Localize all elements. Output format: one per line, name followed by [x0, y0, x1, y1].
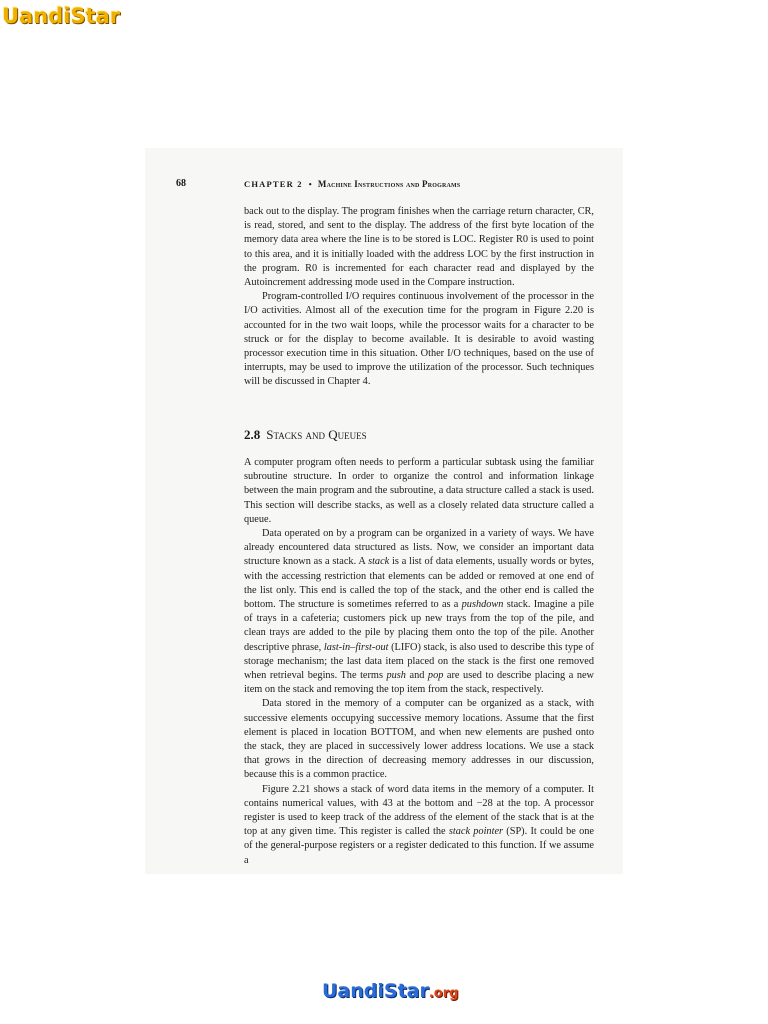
text-run: (SP). It could be one of the general-purpose registers or a register dedicated to this function. If we assume a [244, 826, 594, 866]
uandistar-logo-bottom [322, 980, 458, 1002]
uandistar-logo-top: UandiStar [2, 4, 121, 28]
section-heading [244, 427, 367, 443]
paragraph-program-controlled-io: Program-controlled I/O requires continuous involvement of the processor in the I/O activities. Almost all of the execution time for the program in Figure 2.20 is accounted for in the two wait loops, while the processor waits for a character to be struck or for the display to become available. It is desirable to avoid wasting processor execution time in this situation. Other I/O techniques, based on the use of interrupts, may be used to improve the utilization of the processor. Such techniques will be discussed in Chapter 4. [244, 291, 594, 388]
emphasis-pop: pop [427, 670, 444, 682]
emphasis-stack-pointer: stack pointer [448, 826, 504, 838]
text-run: Data operated on by a program can be organized in a variety of ways. We have already encountered data structured as lists. Now, we consider an important data structure known as a stack. A [244, 528, 594, 568]
text-run: and [405, 670, 428, 682]
text-run: stack. Imagine a pile of trays in a cafeteria; customers pick up new trays from the top of the pile, and clean trays are added to the pile by placing them onto the top of the pile. Another descriptive phrase, [244, 599, 594, 653]
chapter-title: Machine Instructions and Programs [317, 179, 461, 189]
running-head [244, 179, 460, 189]
paragraph-subroutine-intro: A computer program often needs to perform a particular subtask using the familiar subroutine structure. In order to organize the control and information linkage between the main program and the subroutine, a data structure called a stack is used. This section will describe stacks, as well as a closely related data structure called a queue. [244, 457, 594, 525]
text-block-continued [244, 205, 594, 390]
logo-tld: .org [428, 986, 459, 1001]
emphasis-stack: stack [368, 556, 390, 568]
text-run: is a list of data elements, usually words or bytes, with the accessing restriction that elements can be added or removed at one end of the list only. This end is called the top of the stack, and the other end is called the bottom. The structure is sometimes referred to as a [244, 556, 594, 611]
text-run: Figure 2.21 shows a stack of word data items in the memory of a computer. It contains numerical values, with 43 at the bottom and −28 at the top. A processor register is used to keep track of the address of the element of the stack that is at the top at any given time. This register is called the [244, 783, 594, 838]
text-run: are used to describe placing a new item on the stack and removing the top item from the stack, respectively. [244, 670, 594, 696]
emphasis-lifo: last-in–first-out [323, 641, 389, 653]
paragraph-figure-221 [244, 783, 594, 868]
section-title: Stacks and Queues [266, 427, 367, 442]
emphasis-pushdown: pushdown [461, 599, 504, 611]
emphasis-push: push [386, 670, 406, 682]
chapter-label: CHAPTER 2 [244, 179, 303, 189]
section-number: 2.8 [244, 427, 261, 442]
page-number: 68 [176, 178, 186, 189]
paragraph-memory-stack: Data stored in the memory of a computer can be organized as a stack, with successive elements occupying successive memory locations. Assume that the first element is placed in location BOTTOM, and when new elements are pushed onto the stack, they are placed in successively lower address locations. We use a stack that grows in the direction of decreasing memory addresses in our discussion, because this is a common practice. [244, 698, 594, 781]
paragraph-stack-definition [244, 527, 594, 697]
logo-name: UandiStar [322, 980, 429, 1002]
header-separator: • [308, 179, 312, 189]
paragraph-display-loop: back out to the display. The program finishes when the carriage return character, CR, is read, stored, and sent to the display. The address of the first byte location of the memory data area where the line is to be stored is LOC. Register R0 is used to point to this area, and it is initially loaded with the address LOC by the first instruction in the program. R0 is incremented for each character read and displayed by the Autoincrement addressing mode used in the Compare instruction. [244, 206, 594, 289]
text-run: (LIFO) stack, is also used to describe this type of storage mechanism; the last data item placed on the stack is the first one removed when retrieval begins. The terms [244, 641, 594, 682]
text-block-stacks [244, 456, 594, 868]
